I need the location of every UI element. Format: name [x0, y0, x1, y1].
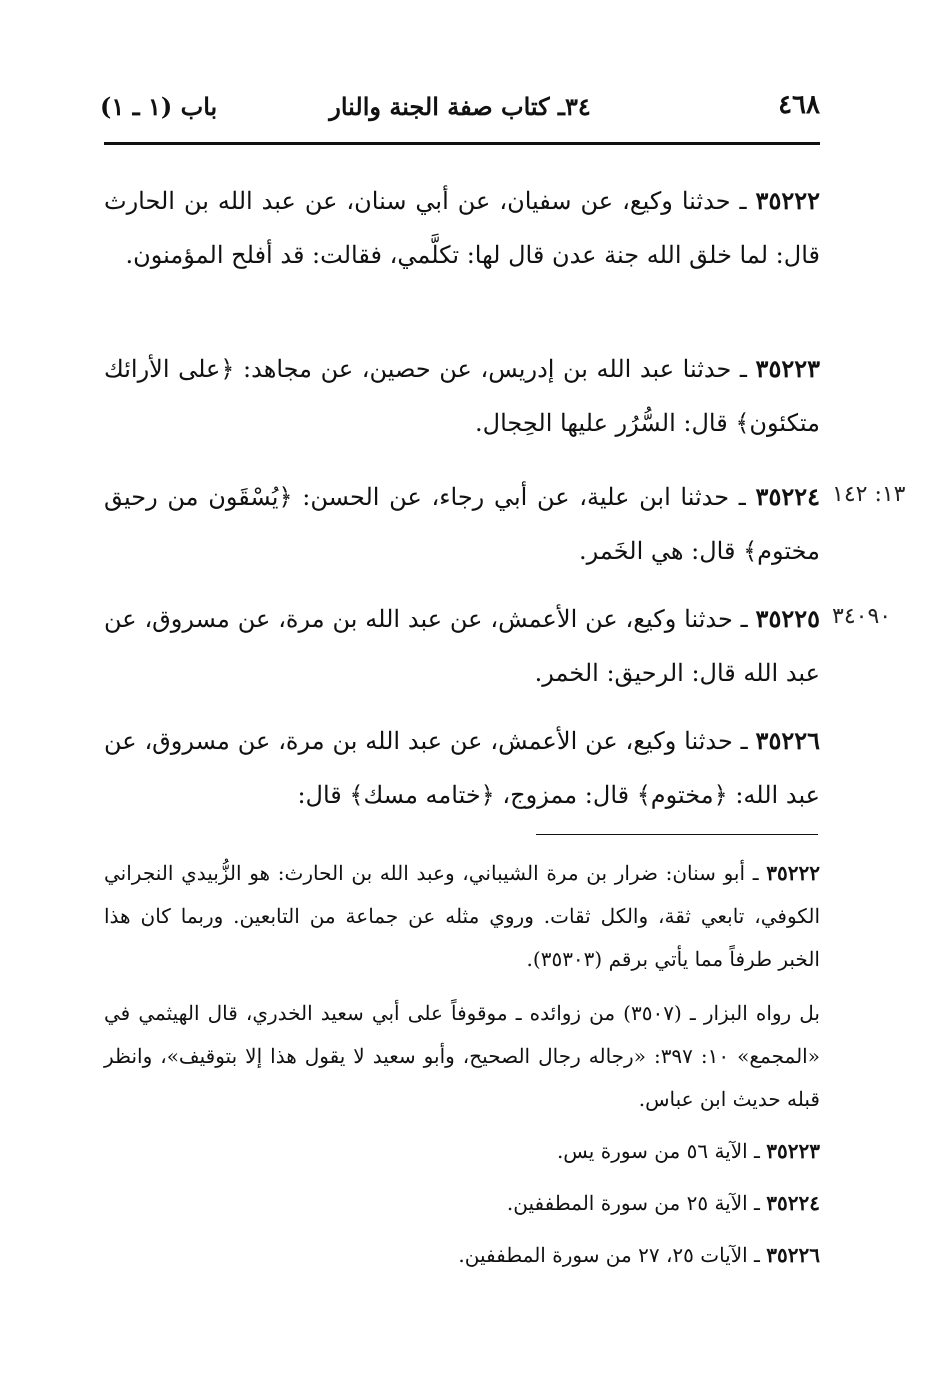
- margin-reference: ١٣: ١٤٢: [832, 482, 906, 507]
- hadith-number: ٣٥٢٢٥: [755, 604, 820, 633]
- hadith-paragraph: [104, 470, 820, 578]
- footnote-text: ـ الآية ٢٥ من سورة المطففين.: [506, 1191, 767, 1215]
- footnote-number: ٣٥٢٢٦: [766, 1243, 820, 1267]
- footnote: [104, 1130, 820, 1173]
- footnote-text: بل رواه البزار ـ (٣٥٠٧) من زوائده ـ موقوفاً على أبي سعيد الخدري، قال الهيثمي في «المجمع» ١٠: ٣٩٧: «رجاله رجال الصحيح، وأبو سعيد لا يقول هذا إلا بتوقيف»، وانظر قبله حديث ابن عباس.: [104, 1001, 820, 1111]
- footnote: [104, 1182, 820, 1225]
- hadith-text: ـ حدثنا ابن علية، عن أبي رجاء، عن الحسن: ﴿يُسْقَون من رحيق مختوم﴾ قال: هي الخَمر.: [104, 483, 820, 565]
- hadith-number: ٣٥٢٢٣: [755, 354, 820, 383]
- hadith-number: ٣٥٢٢٢: [755, 186, 820, 215]
- running-header: [100, 88, 820, 134]
- hadith-text: ـ حدثنا عبد الله بن إدريس، عن حصين، عن مجاهد: ﴿على الأرائك متكئون﴾ قال: السُّرُر عليها الحِجال.: [104, 355, 820, 437]
- hadith-paragraph: [104, 714, 820, 822]
- hadith-paragraph: [104, 592, 820, 700]
- footnote-text: ـ الآية ٥٦ من سورة يس.: [556, 1139, 767, 1163]
- footnote: [104, 852, 820, 981]
- footnote-number: ٣٥٢٢٤: [766, 1191, 820, 1215]
- hadith-number: ٣٥٢٢٤: [755, 482, 820, 511]
- footnote-separator: [536, 834, 818, 835]
- footnote: [104, 1234, 820, 1277]
- header-rule: [104, 142, 820, 145]
- footnote: [104, 992, 820, 1121]
- hadith-number: ٣٥٢٢٦: [755, 726, 820, 755]
- page-number: ٤٦٨: [778, 90, 820, 120]
- margin-reference: ٣٤٠٩٠: [832, 604, 892, 629]
- footnote-text: ـ الآيات ٢٥، ٢٧ من سورة المطففين.: [458, 1243, 767, 1267]
- footnote-number: ٣٥٢٢٣: [766, 1139, 820, 1163]
- hadith-text: ـ حدثنا وكيع، عن الأعمش، عن عبد الله بن مرة، عن مسروق، عن عبد الله قال: الرحيق: الخمر.: [104, 605, 820, 687]
- footnote-number: ٣٥٢٢٢: [766, 861, 820, 885]
- book-title: ٣٤ـ كتاب صفة الجنة والنار: [329, 92, 591, 121]
- section-label: باب (١ ـ ١): [100, 92, 218, 121]
- hadith-text: ـ حدثنا وكيع، عن سفيان، عن أبي سنان، عن عبد الله بن الحارث قال: لما خلق الله جنة عدن قال لها: تكلَّمي، فقالت: قد أفلح المؤمنون.: [104, 187, 820, 269]
- hadith-text: ـ حدثنا وكيع، عن الأعمش، عن عبد الله بن مرة، عن مسروق، عن عبد الله: ﴿مختوم﴾ قال: ممزوج، ﴿ختامه مسك﴾ قال:: [104, 727, 820, 809]
- footnote-text: ـ أبو سنان: ضرار بن مرة الشيباني، وعبد الله بن الحارث: هو الزُّبيدي النجراني الكوفي، تابعي ثقة، والكل ثقات. وروي مثله عن جماعة من التابعين. وربما كان هذا الخبر طرفاً مما يأتي برقم (٣٥٣٠٣).: [104, 861, 820, 971]
- hadith-paragraph: [104, 342, 820, 450]
- hadith-paragraph: [104, 174, 820, 282]
